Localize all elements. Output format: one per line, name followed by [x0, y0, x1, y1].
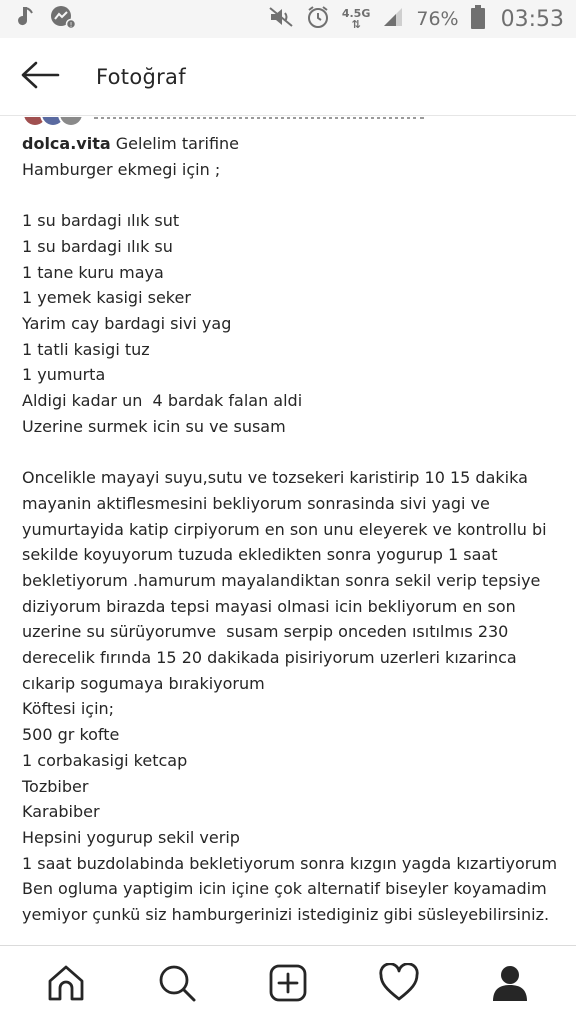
caption-line: Karabiber [22, 802, 100, 822]
caption-line: Hepsini yogurup sekil verip [22, 827, 240, 847]
nav-profile[interactable] [474, 949, 546, 1021]
caption-line: Aldigi kadar un 4 bardak falan aldi [22, 391, 303, 411]
add-post-icon [268, 963, 308, 1007]
signal-icon [382, 6, 404, 32]
back-button[interactable] [4, 38, 76, 116]
caption-line: uzerine su sürüyorumve susam serpip onceden ısıtılmıs 230 [22, 622, 509, 642]
svg-text:!: ! [69, 21, 73, 29]
search-icon [157, 963, 197, 1007]
caption-line: 1 su bardagi ılık sut [22, 211, 180, 231]
caption-line: 1 saat buzdolabinda bekletiyorum sonra kızgın yagda kızartiyorum [22, 853, 558, 873]
nav-search[interactable] [141, 949, 213, 1021]
page-title: Fotoğraf [96, 64, 186, 89]
alarm-icon [306, 5, 330, 33]
caption-line: Yarim cay bardagi sivi yag [22, 313, 232, 333]
caption-line: Ben ogluma yaptigim icin içine çok alternatif biseyler koyamadim [22, 879, 547, 899]
caption-line: Gelelim tarifine [115, 134, 240, 153]
bottom-nav [0, 945, 576, 1024]
caption-line: 500 gr kofte [22, 725, 120, 745]
caption-body [22, 134, 557, 924]
caption-line: yumurtayida katip cirpiyorum en son unu eleyerek ve kontrollu bi [22, 519, 547, 539]
caption-line: 1 corbakasigi ketcap [22, 750, 188, 770]
caption-line: 1 yemek kasigi seker [22, 288, 191, 308]
caption-line: bekletiyorum .hamurum mayalandiktan sonra sekil verip tepsiye [22, 570, 541, 590]
post-content[interactable] [0, 117, 576, 945]
arrow-left-icon [20, 61, 60, 93]
caption-line: 1 tane kuru maya [22, 262, 164, 282]
profile-icon [490, 963, 530, 1007]
caption-line: Uzerine surmek icin su ve susam [22, 416, 286, 436]
caption-line: Köftesi için; [22, 699, 115, 719]
messenger-icon [50, 5, 76, 33]
network-icon: 4.5G ⇅ [341, 7, 371, 31]
battery-percent: 76% [416, 8, 459, 30]
caption-line: diziyorum birazda tepsi mayasi olmasi icin bekliyorum en son [22, 596, 516, 616]
caption-line: cıkarip sogumaya bırakiyorum [22, 673, 265, 693]
caption-line: Tozbiber [22, 776, 89, 796]
caption-line: 1 tatli kasigi tuz [22, 339, 150, 359]
caption-line: 1 su bardagi ılık su [22, 236, 173, 256]
caption-line: 1 yumurta [22, 365, 106, 385]
post-caption [22, 131, 562, 928]
avatar [58, 117, 84, 127]
liked-by-strip[interactable] [22, 117, 424, 125]
liked-by-text [94, 117, 424, 125]
clock: 03:53 [500, 6, 564, 32]
nav-activity[interactable] [363, 949, 435, 1021]
mute-icon [268, 6, 294, 32]
heart-icon [378, 963, 420, 1007]
nav-home[interactable] [30, 949, 102, 1021]
caption-line: mayanin aktiflesmesini bekliyorum sonrasinda sivi yagi ve [22, 493, 490, 513]
nav-add-post[interactable] [252, 949, 324, 1021]
caption-line: Hamburger ekmegi için ; [22, 159, 221, 179]
battery-icon [471, 5, 485, 33]
app-bar [0, 38, 576, 116]
caption-line: sekilde koyuyorum tuzuda ekledikten sonra yogurup 1 saat [22, 545, 498, 565]
caption-username[interactable]: dolca.vita [22, 134, 111, 153]
network-label: 4.5G [341, 7, 371, 20]
caption-line: yemiyor çunkü siz hamburgerinizi istediginiz gibi süsleyebilirsiniz. [22, 905, 550, 925]
caption-line: derecelik fırında 15 20 dakikada pisiriyorum uzerleri kızarinca [22, 648, 517, 668]
status-bar [0, 0, 576, 38]
caption-line: Oncelikle mayayi suyu,sutu ve tozsekeri karistirip 10 15 dakika [22, 468, 528, 488]
music-note-icon [14, 6, 34, 32]
home-icon [46, 963, 86, 1007]
